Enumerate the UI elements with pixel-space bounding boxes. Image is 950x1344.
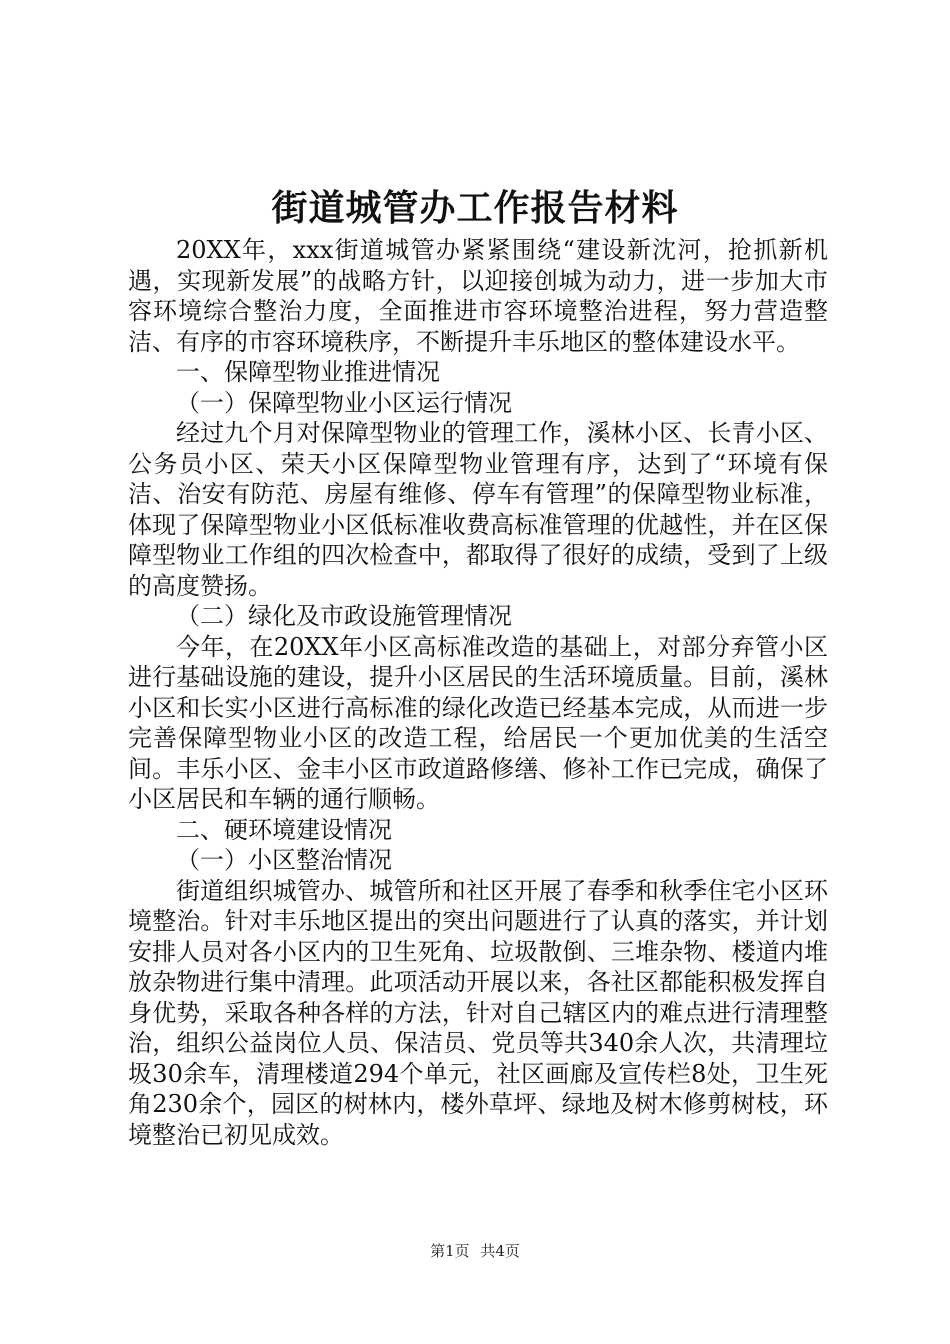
- page-total: 共4页: [480, 1242, 520, 1260]
- section-heading-2: 二、硬环境建设情况: [176, 815, 392, 844]
- subsection-heading-2-1: （一）小区整治情况: [176, 846, 392, 874]
- body-paragraph: 今年，在20XX年小区高标准改造的基础上，对部分弃管小区进行基础设施的建设，提升小区居民的生活环境质量。目前，溪林小区和长实小区进行高标准的绿化改造已经基本完成，从而进一步完善保障型物业小区的改造工程，给居民一个更加优美的生活空间。丰乐小区、金丰小区市政道路修缮、修补工作已完成，确保了小区居民和车辆的通行顺畅。: [128, 632, 828, 813]
- page-number: 第1页: [430, 1242, 470, 1260]
- body-paragraph: 街道组织城管办、城管所和社区开展了春季和秋季住宅小区环境整治。针对丰乐地区提出的突出问题进行了认真的落实，并计划安排人员对各小区内的卫生死角、垃圾散倒、三堆杂物、楼道内堆放杂物进行集中清理。此项活动开展以来，各社区都能积极发挥自身优势，采取各种各样的方法，针对自己辖区内的难点进行清理整治，组织公益岗位人员、保洁员、党员等共340余人次，共清理垃圾30余车，清理楼道294个单元，社区画廊及宣传栏8处，卫生死角230余个，园区的树林内，楼外草坪、绿地及树木修剪树枝，环境整治已初见成效。: [128, 876, 828, 1149]
- section-heading-1: 一、保障型物业推进情况: [176, 358, 440, 386]
- subsection-heading-1-1: （一）保障型物业小区运行情况: [176, 388, 512, 417]
- body-paragraph: 经过九个月对保障型物业的管理工作，溪林小区、长青小区、公务员小区、荣天小区保障型物业管理有序，达到了“环境有保洁、治安有防范、房屋有维修、停车有管理”的保障型物业标准，体现了保障型物业小区低标准收费高标准管理的优越性，并在区保障型物业工作组的四次检查中，都取得了很好的成绩，受到了上级的高度赞扬。: [128, 419, 828, 600]
- subsection-heading-1-2: （二）绿化及市政设施管理情况: [176, 602, 512, 630]
- document-body: [128, 235, 828, 1150]
- document-title: 街道城管办工作报告材料: [271, 187, 679, 229]
- intro-paragraph: 20XX年，xxx街道城管办紧紧围绕“建设新沈河，抢抓新机遇，实现新发展”的战略方针，以迎接创城为动力，进一步加大市容环境综合整治力度，全面推进市容环境整治进程，努力营造整洁、有序的市容环境秩序，不断提升丰乐地区的整体建设水平。: [128, 236, 828, 356]
- page-footer: [0, 1241, 950, 1261]
